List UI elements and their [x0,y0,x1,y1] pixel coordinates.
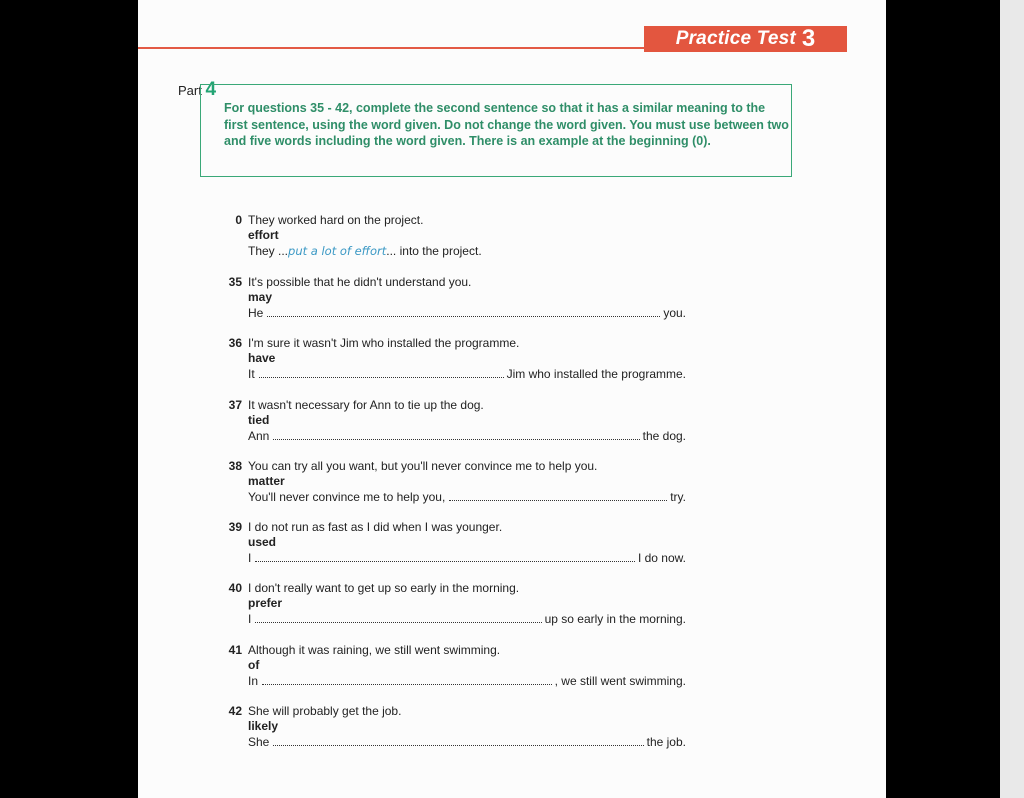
answer-end: , we still went swimming. [554,674,686,688]
answer-blank[interactable] [255,612,541,623]
answer-end: Jim who installed the programme. [506,367,686,381]
page-gutter [1000,0,1024,798]
answer-blank[interactable] [259,367,504,378]
answer-start: It [248,367,255,381]
question-number: 39 [228,520,242,534]
question-keyword: tied [248,413,270,427]
answer-end: I do now. [637,551,686,565]
question-sentence: I don't really want to get up so early in the morning. [248,581,520,595]
header-number: 3 [801,25,816,52]
question-sentence: She will probably get the job. [248,704,402,718]
question-number: 42 [228,704,242,718]
practice-test-header [644,26,847,52]
example-answer-line [248,244,686,260]
answer-end: up so early in the morning. [544,612,686,626]
question-keyword: effort [248,228,279,242]
part-text: Part [178,83,202,98]
question-number: 35 [228,275,242,289]
answer-start: I [248,612,252,626]
answer-start: In [248,674,259,688]
answer-end: the dog. [642,429,686,443]
question-number: 36 [228,336,242,350]
question-sentence: You can try all you want, but you'll never convince me to help you. [248,459,598,473]
answer-line [248,674,686,690]
question-number: 0 [235,213,242,227]
question-keyword: used [248,535,277,549]
answer-line [248,551,686,567]
answer-blank[interactable] [267,306,660,317]
answer-blank[interactable] [273,735,643,746]
answer-line [248,429,686,445]
example-end: ... into the project. [386,244,482,258]
question-sentence: It wasn't necessary for Ann to tie up the dog. [248,398,484,412]
question-number: 38 [228,459,242,473]
answer-start: I [248,551,252,565]
header-rule [138,47,644,49]
question-keyword: prefer [248,596,283,610]
header-title: Practice Test [675,28,796,49]
question-sentence: It's possible that he didn't understand you. [248,275,472,289]
question-number: 41 [228,643,242,657]
question-sentence: They worked hard on the project. [248,213,424,227]
answer-start: She [248,735,270,749]
question-keyword: likely [248,719,279,733]
question-keyword: may [248,290,273,304]
answer-blank[interactable] [255,551,635,562]
question-number: 40 [228,581,242,595]
answer-start: He [248,306,264,320]
answer-line [248,490,686,506]
question-keyword: have [248,351,276,365]
answer-blank[interactable] [273,429,639,440]
answer-line [248,367,686,383]
question-keyword: matter [248,474,285,488]
answer-blank[interactable] [449,490,667,501]
question-keyword: of [248,658,260,672]
answer-line [248,735,686,751]
answer-end: try. [670,490,686,504]
example-answer: put a lot of effort [288,244,387,258]
question-number: 37 [228,398,242,412]
answer-line [248,306,686,322]
answer-end: the job. [646,735,686,749]
answer-line [248,612,686,628]
worksheet-page [138,0,886,798]
answer-start: You'll never convince me to help you, [248,490,446,504]
instructions-text: For questions 35 - 42, complete the second sentence so that it has a similar meaning to the first sentence, using the word given. Do not change the word given. You must use between two and five words including the word given. There is an example at the beginning (0). [224,101,789,148]
part-number: 4 [205,79,217,100]
question-sentence: I'm sure it wasn't Jim who installed the programme. [248,336,520,350]
question-sentence: I do not run as fast as I did when I was younger. [248,520,503,534]
answer-start: Ann [248,429,270,443]
question-sentence: Although it was raining, we still went swimming. [248,643,501,657]
answer-end: you. [663,306,686,320]
answer-blank[interactable] [262,674,552,685]
example-start: They ... [248,244,289,258]
